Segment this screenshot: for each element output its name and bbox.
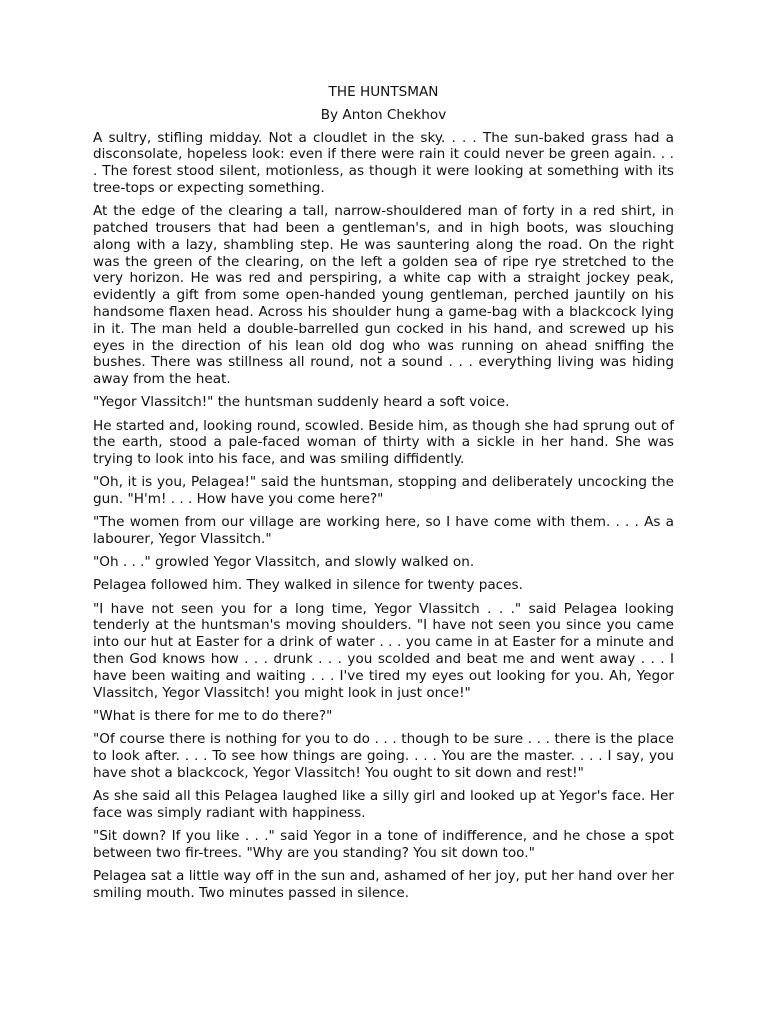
document-author: By Anton Chekhov <box>320 106 447 123</box>
paragraph: Pelagea followed him. They walked in silence for twenty paces. <box>93 577 523 594</box>
paragraph: He started and, looking round, scowled. Beside him, as though she had sprung out of the earth, stood a pale-faced woman of thirty with a sickle in her hand. She was trying to look into his face, and was smiling diffidently. <box>93 417 674 468</box>
paragraph: "Oh, it is you, Pelagea!" said the huntsman, stopping and deliberately uncocking the gun. "H'm! . . . How have you come here?" <box>93 474 674 508</box>
paragraph: A sultry, stifling midday. Not a cloudlet in the sky. . . . The sun-baked grass had a disconsolate, hopeless look: even if there were rain it could never be green again. . . . The forest stood silent, motionless, as though it were looking at something with its tree-tops or expecting something. <box>93 129 674 196</box>
paragraph: As she said all this Pelagea laughed like a silly girl and looked up at Yegor's face. Her face was simply radiant with happiness. <box>93 787 674 821</box>
paragraph: "Of course there is nothing for you to do . . . though to be sure . . . there is the place to look after. . . . To see how things are going. . . . You are the master. . . . I say, you have shot a blackcock, Yegor Vlassitch! You ought to sit down and rest!" <box>93 731 674 781</box>
paragraph: "I have not seen you for a long time, Yegor Vlassitch . . ." said Pelagea looking tenderly at the huntsman's moving shoulders. "I have not seen you since you came into our hut at Easter for a drink of water . . . you came in at Easter for a minute and then God knows how . . . drunk . . . you scolded and beat me and went away . . . I have been waiting and waiting . . . I've tired my eyes out looking for you. Ah, Yegor Vlassitch, Yegor Vlassitch! you might look in just once!" <box>93 600 674 701</box>
document-title: THE HUNTSMAN <box>328 84 439 100</box>
paragraph: At the edge of the clearing a tall, narrow-shouldered man of forty in a red shirt, in patched trousers that had been a gentleman's, and in high boots, was slouching along with a lazy, shambling step. He was sauntering along the road. On the right was the green of the clearing, on the left a golden sea of ripe rye stretched to the very horizon. He was red and perspiring, a white cap with a straight jockey peak, evidently a gift from some open-handed young gentleman, perched jauntily on his handsome flaxen head. Across his shoulder hung a game-bag with a blackcock lying in it. The man held a double-barrelled gun cocked in his hand, and screwed up his eyes in the direction of his lean old dog who was running on ahead sniffing the bushes. There was stillness all round, not a sound . . . everything living was hiding away from the heat. <box>93 203 674 388</box>
paragraph: Pelagea sat a little way off in the sun and, ashamed of her joy, put her hand over her smiling mouth. Two minutes passed in silence. <box>93 867 674 901</box>
paragraph: "The women from our village are working here, so I have come with them. . . . As a labourer, Yegor Vlassitch." <box>93 514 674 548</box>
paragraph: "Oh . . ." growled Yegor Vlassitch, and slowly walked on. <box>93 554 475 571</box>
document-page <box>93 84 674 908</box>
paragraph: "What is there for me to do there?" <box>93 707 333 724</box>
paragraph: "Yegor Vlassitch!" the huntsman suddenly heard a soft voice. <box>93 394 510 411</box>
paragraph: "Sit down? If you like . . ." said Yegor in a tone of indifference, and he chose a spot between two fir-trees. "Why are you standing? You sit down too." <box>93 827 674 861</box>
